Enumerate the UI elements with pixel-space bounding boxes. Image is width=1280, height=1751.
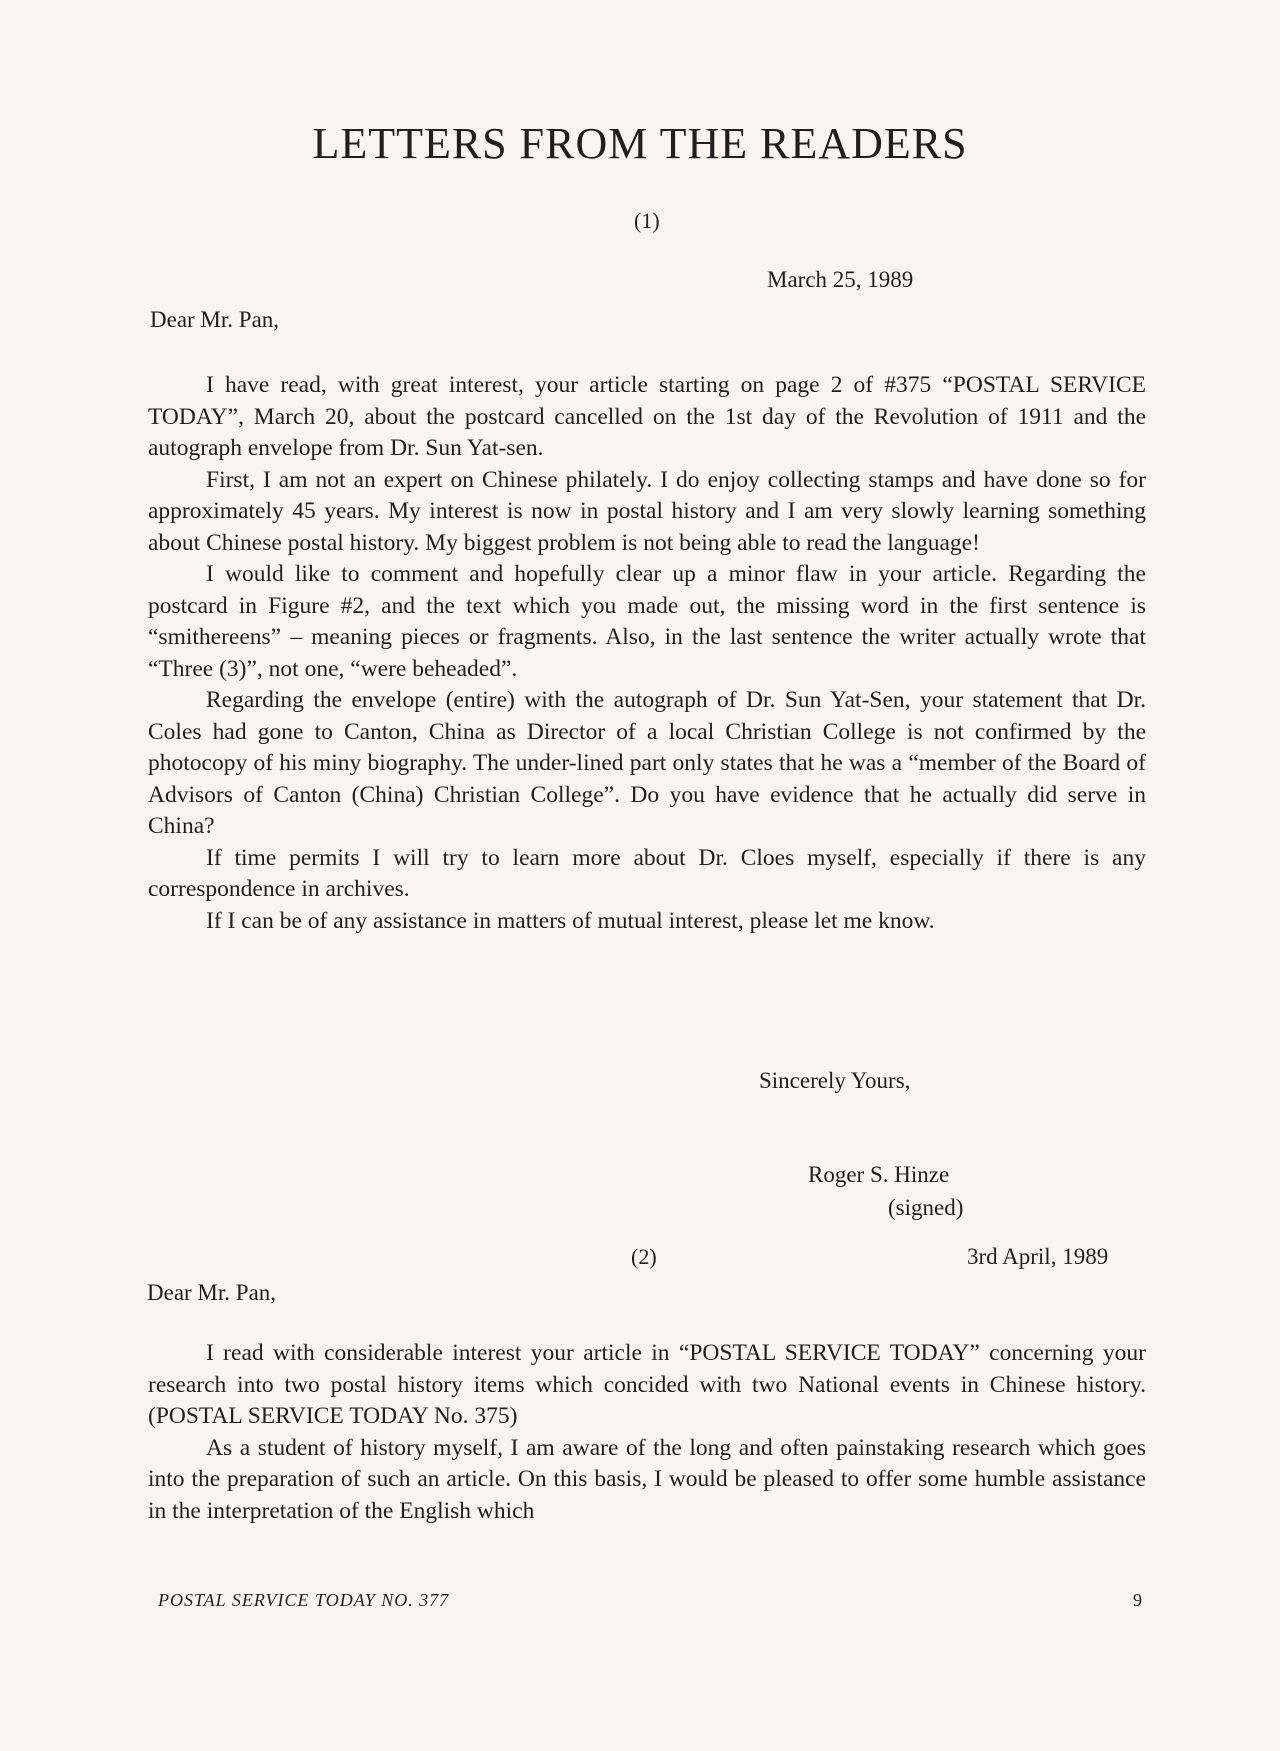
letter-2-salutation: Dear Mr. Pan, (147, 1280, 277, 1305)
letter-1-paragraph: First, I am not an expert on Chinese philately. I do enjoy collecting stamps and have done so for approximately 45 years. My interest is now in postal history and I am very slowly learning something about Chinese postal history. My biggest problem is not being able to read the language! (148, 466, 1146, 556)
letter-2-paragraph: I read with considerable interest your article in “POSTAL SERVICE TODAY” concerning your research into two postal history items which concided with two National events in Chinese history. (POSTAL SERVICE TODAY No. 375) (148, 1340, 1146, 1429)
page-title: LETTERS FROM THE READERS (312, 119, 968, 168)
letter-1-paragraph: I would like to comment and hopefully clear up a minor flaw in your article. Regarding the postcard in Figure #2, and the text which you made out, the missing word in the first sentence is “smithereens” – meaning pieces or fragments. Also, in the last sentence the writer actually wrote that “Three (3)”, not one, “were beheaded”. (148, 561, 1146, 682)
letter-1-paragraph: I have read, with great interest, your article starting on page 2 of #375 “POSTAL SERVICE TODAY”, March 20, about the postcard cancelled on the 1st day of the Revolution of 1911 and the autograph envelope from Dr. Sun Yat-sen. (148, 372, 1146, 461)
letter-1-paragraph: If I can be of any assistance in matters of mutual interest, please let me know. (206, 907, 935, 934)
letter-1-salutation: Dear Mr. Pan, (150, 307, 280, 332)
footer-page-number: 9 (1133, 1590, 1142, 1610)
letter-1-closing: Sincerely Yours, (759, 1068, 911, 1093)
letter-1-number: (1) (634, 208, 660, 233)
footer-publication: POSTAL SERVICE TODAY NO. 377 (158, 1590, 450, 1610)
letter-1-body (148, 370, 1146, 937)
letter-2-number: (2) (631, 1244, 657, 1269)
letter-1-paragraph: Regarding the envelope (entire) with the autograph of Dr. Sun Yat-Sen, your statement that Dr. Coles had gone to Canton, China as Director of a local Christian College is not confirmed by the photocopy of his miny biography. The under-lined part only states that he was a “member of the Board of Advisors of Canton (China) Christian College”. Do you have evidence that he actually did serve in China? (148, 687, 1146, 839)
letter-1-paragraph: If time permits I will try to learn more about Dr. Cloes myself, especially if there is any correspondence in archives. (148, 844, 1146, 902)
letter-1-signed-note: (signed) (888, 1195, 964, 1220)
letter-2-paragraph: As a student of history myself, I am aware of the long and often painstaking research which goes into the preparation of such an article. On this basis, I would be pleased to offer some humble assistance in the interpretation of the English which (148, 1434, 1146, 1524)
letter-1-date: March 25, 1989 (767, 267, 914, 292)
letter-2-date: 3rd April, 1989 (967, 1244, 1109, 1269)
letter-2-body (148, 1338, 1146, 1527)
letter-1-signer: Roger S. Hinze (808, 1162, 950, 1187)
